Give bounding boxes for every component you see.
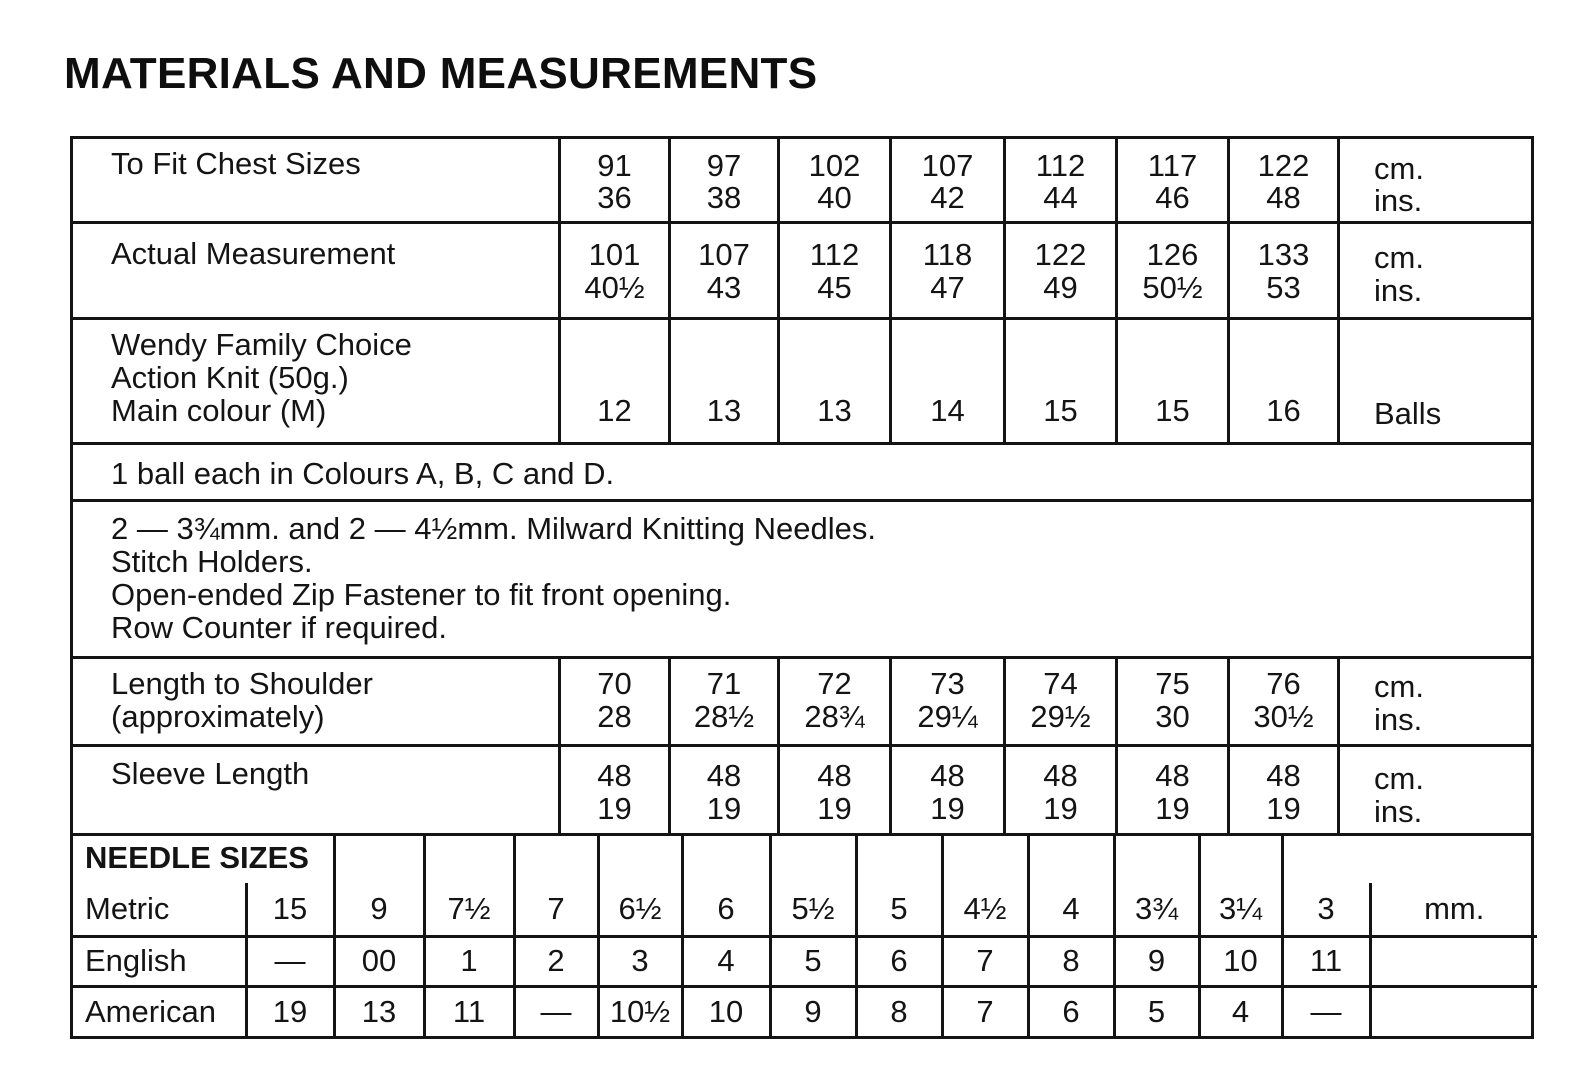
- english-size-cell: 5: [770, 936, 856, 986]
- english-size-cell: —: [246, 936, 334, 986]
- length-size-cell: [777, 659, 889, 744]
- sleeve-cm-value: 48: [1155, 758, 1190, 793]
- english-size-cell: 9: [1114, 936, 1199, 986]
- american-size-cell: 13: [334, 986, 424, 1036]
- american-size-cell: 4: [1199, 986, 1282, 1036]
- yarn-balls-value: 15: [1155, 393, 1190, 428]
- american-unit-cell: [1370, 986, 1537, 1036]
- length-unit-cell: [1337, 659, 1531, 744]
- actual-cm-value: 101: [588, 237, 641, 272]
- length-size-cell: [889, 659, 1003, 744]
- actual-measurement-row: [73, 224, 1531, 320]
- american-size-cell: 5: [1114, 986, 1199, 1036]
- metric-size-cell: 9: [334, 883, 424, 936]
- english-size-cell: 10: [1199, 936, 1282, 986]
- sleeve-size-cell: [1115, 747, 1227, 836]
- actual-size-cell: [1003, 224, 1115, 317]
- chest-size-cell: [889, 139, 1003, 221]
- chest-cm-value: 117: [1147, 148, 1198, 183]
- metric-size-cell: 5: [856, 883, 942, 936]
- metric-size-cell: 3: [1282, 883, 1370, 936]
- sleeve-size-cell: [1003, 747, 1115, 836]
- sleeve-cm-value: 48: [706, 758, 742, 793]
- english-size-cell: 1: [424, 936, 514, 986]
- english-size-cell: 6: [856, 936, 942, 986]
- american-label: American: [73, 986, 246, 1036]
- length-cm-value: 75: [1155, 666, 1190, 701]
- equipment-line-2: Stitch Holders.: [111, 544, 313, 579]
- metric-size-cell: 3¼: [1199, 883, 1282, 936]
- actual-size-cell: [777, 224, 889, 317]
- actual-size-cell: [889, 224, 1003, 317]
- actual-size-cell: [1115, 224, 1227, 317]
- actual-size-cell: [668, 224, 777, 317]
- sleeve-size-cell: [889, 747, 1003, 836]
- yarn-size-cell: [1227, 320, 1337, 442]
- actual-unit-cell: [1337, 224, 1531, 317]
- sleeve-row: [73, 747, 1531, 836]
- yarn-balls-value: 13: [817, 393, 852, 428]
- american-size-cell: 6: [1028, 986, 1114, 1036]
- yarn-size-cell: [777, 320, 889, 442]
- length-ins-value: 30: [1155, 699, 1190, 734]
- sleeve-size-cell: [668, 747, 777, 836]
- sleeve-unit-cm-label: cm.: [1374, 761, 1424, 796]
- length-cm-value: 72: [817, 666, 852, 701]
- american-size-cell: 8: [856, 986, 942, 1036]
- page-title: MATERIALS AND MEASUREMENTS: [64, 49, 818, 98]
- american-row: [73, 986, 1537, 1036]
- american-size-cell: 10½: [598, 986, 682, 1036]
- yarn-balls-value: 14: [930, 393, 965, 428]
- chest-size-cell: [668, 139, 777, 221]
- materials-table: [70, 136, 1534, 836]
- sleeve-cm-value: 48: [1043, 758, 1078, 793]
- length-size-cell: [668, 659, 777, 744]
- sleeve-ins-value: 19: [706, 791, 742, 826]
- actual-cm-value: 107: [698, 237, 750, 272]
- actual-ins-value: 40½: [584, 270, 645, 305]
- metric-size-cell: 5½: [770, 883, 856, 936]
- actual-cm-value: 133: [1257, 237, 1310, 272]
- english-unit-cell: [1370, 936, 1537, 986]
- length-ins-value: 28¾: [804, 699, 865, 734]
- american-size-cell: —: [1282, 986, 1370, 1036]
- actual-ins-value: 43: [706, 270, 742, 305]
- english-label: English: [73, 936, 246, 986]
- metric-size-cell: 4½: [942, 883, 1028, 936]
- equipment-line-3: Open-ended Zip Fastener to fit front opening.: [111, 577, 732, 612]
- english-size-cell: 3: [598, 936, 682, 986]
- actual-cm-value: 118: [922, 237, 973, 272]
- length-ins-value: 28: [597, 699, 632, 734]
- metric-size-cell: 7: [514, 883, 598, 936]
- length-ins-value: 28½: [693, 699, 755, 734]
- equipment-row: [73, 502, 1531, 659]
- chest-cm-value: 91: [597, 148, 632, 183]
- chest-cm-value: 107: [921, 148, 974, 183]
- equipment-line-4: Row Counter if required.: [111, 610, 447, 645]
- actual-size-cell: [1227, 224, 1337, 317]
- yarn-row: [73, 320, 1531, 445]
- contrast-row: [73, 445, 1531, 502]
- length-size-cell: [1003, 659, 1115, 744]
- length-cm-value: 76: [1266, 666, 1301, 701]
- yarn-balls-value: 15: [1043, 393, 1078, 428]
- chest-ins-value: 42: [930, 180, 965, 215]
- actual-ins-value: 49: [1043, 270, 1078, 305]
- sleeve-ins-value: 19: [1266, 791, 1301, 826]
- length-cm-value: 71: [706, 666, 742, 701]
- yarn-label-1: Wendy Family Choice: [111, 327, 412, 362]
- chest-size-cell: [1115, 139, 1227, 221]
- chest-size-cell: [777, 139, 889, 221]
- length-cm-value: 70: [597, 666, 632, 701]
- american-size-cell: 9: [770, 986, 856, 1036]
- yarn-size-cell: [1115, 320, 1227, 442]
- sleeve-cm-value: 48: [1266, 758, 1301, 793]
- english-size-cell: 00: [334, 936, 424, 986]
- sleeve-ins-value: 19: [597, 791, 632, 826]
- metric-size-cell: 6½: [598, 883, 682, 936]
- english-row: [73, 936, 1537, 986]
- chest-unit-ins-label: ins.: [1374, 183, 1423, 218]
- english-size-cell: 4: [682, 936, 770, 986]
- length-cm-value: 73: [930, 666, 965, 701]
- actual-ins-value: 45: [817, 270, 852, 305]
- english-size-cell: 7: [942, 936, 1028, 986]
- yarn-size-cell: [1003, 320, 1115, 442]
- yarn-size-cell: [668, 320, 777, 442]
- length-size-cell: [1115, 659, 1227, 744]
- actual-cm-value: 112: [809, 237, 860, 272]
- length-cm-value: 74: [1043, 666, 1078, 701]
- metric-size-cell: 6: [682, 883, 770, 936]
- metric-size-cell: 15: [246, 883, 334, 936]
- actual-size-cell: [558, 224, 668, 317]
- needle-heading-row: [73, 833, 1537, 883]
- length-ins-value: 29¼: [917, 699, 978, 734]
- sleeve-unit-cell: [1337, 747, 1531, 836]
- actual-ins-value: 50½: [1142, 270, 1203, 305]
- metric-label: Metric: [85, 890, 170, 926]
- length-unit-cm-label: cm.: [1374, 669, 1424, 704]
- chest-size-cell: [1003, 139, 1115, 221]
- length-label-2: (approximately): [111, 699, 325, 734]
- metric-size-cell: 4: [1028, 883, 1114, 936]
- yarn-unit-label: Balls: [1374, 396, 1442, 431]
- sleeve-size-cell: [558, 747, 668, 836]
- chest-size-cell: [558, 139, 668, 221]
- sleeve-cm-value: 48: [817, 758, 852, 793]
- metric-size-cell: 7½: [424, 883, 514, 936]
- american-size-cell: 11: [424, 986, 514, 1036]
- yarn-balls-value: 13: [706, 393, 742, 428]
- actual-cm-value: 126: [1146, 237, 1199, 272]
- chest-cm-value: 122: [1257, 148, 1310, 183]
- american-size-cell: —: [514, 986, 598, 1036]
- sleeve-ins-value: 19: [817, 791, 852, 826]
- needle-sizes-heading: NEEDLE SIZES: [85, 840, 309, 875]
- english-size-cell: 2: [514, 936, 598, 986]
- actual-unit-cm-label: cm.: [1374, 240, 1424, 275]
- sleeve-cm-value: 48: [597, 758, 632, 793]
- chest-ins-value: 36: [597, 180, 632, 215]
- chest-ins-value: 38: [706, 180, 742, 215]
- actual-unit-ins-label: ins.: [1374, 273, 1423, 308]
- sleeve-ins-value: 19: [1155, 791, 1190, 826]
- chest-ins-value: 44: [1043, 180, 1078, 215]
- chest-sizes-label: To Fit Chest Sizes: [111, 146, 361, 181]
- equipment-line-1: 2 — 3¾mm. and 2 — 4½mm. Milward Knitting Needles.: [111, 511, 876, 546]
- yarn-size-cell: [889, 320, 1003, 442]
- metric-size-cell: 3¾: [1114, 883, 1199, 936]
- sleeve-label: Sleeve Length: [111, 756, 310, 791]
- length-size-cell: [558, 659, 668, 744]
- actual-ins-value: 53: [1266, 270, 1301, 305]
- chest-cm-value: 102: [808, 148, 861, 183]
- yarn-balls-value: 12: [597, 393, 632, 428]
- american-size-cell: 7: [942, 986, 1028, 1036]
- needle-sizes-table: [70, 833, 1534, 1039]
- actual-cm-value: 122: [1034, 237, 1087, 272]
- sleeve-cm-value: 48: [930, 758, 965, 793]
- sleeve-size-cell: [1227, 747, 1337, 836]
- chest-ins-value: 48: [1266, 180, 1301, 215]
- chest-cm-value: 112: [1035, 148, 1086, 183]
- sleeve-ins-value: 19: [1043, 791, 1078, 826]
- length-size-cell: [1227, 659, 1337, 744]
- yarn-size-cell: [558, 320, 668, 442]
- length-ins-value: 29½: [1030, 699, 1091, 734]
- metric-unit-cell: mm.: [1370, 883, 1537, 936]
- chest-size-cell: [1227, 139, 1337, 221]
- yarn-label-2: Action Knit (50g.): [111, 360, 349, 395]
- american-size-cell: 19: [246, 986, 334, 1036]
- chest-sizes-row: [73, 139, 1531, 224]
- length-unit-ins-label: ins.: [1374, 702, 1423, 737]
- sleeve-size-cell: [777, 747, 889, 836]
- english-size-cell: 8: [1028, 936, 1114, 986]
- chest-ins-value: 46: [1155, 180, 1190, 215]
- chest-unit-cell: [1337, 139, 1531, 221]
- actual-ins-value: 47: [930, 270, 965, 305]
- contrast-text: 1 ball each in Colours A, B, C and D.: [111, 456, 615, 491]
- yarn-label-3: Main colour (M): [111, 393, 327, 428]
- metric-row: [73, 883, 1537, 936]
- yarn-balls-value: 16: [1266, 393, 1301, 428]
- length-ins-value: 30½: [1253, 699, 1314, 734]
- chest-cm-value: 97: [706, 148, 742, 183]
- american-size-cell: 10: [682, 986, 770, 1036]
- length-row: [73, 659, 1531, 747]
- english-size-cell: 11: [1282, 936, 1370, 986]
- chest-unit-cm-label: cm.: [1374, 151, 1424, 186]
- yarn-unit-cell: [1337, 320, 1531, 442]
- sleeve-ins-value: 19: [930, 791, 965, 826]
- actual-measurement-label: Actual Measurement: [111, 236, 396, 271]
- sleeve-unit-ins-label: ins.: [1374, 794, 1423, 829]
- length-label-1: Length to Shoulder: [111, 666, 373, 701]
- chest-ins-value: 40: [817, 180, 852, 215]
